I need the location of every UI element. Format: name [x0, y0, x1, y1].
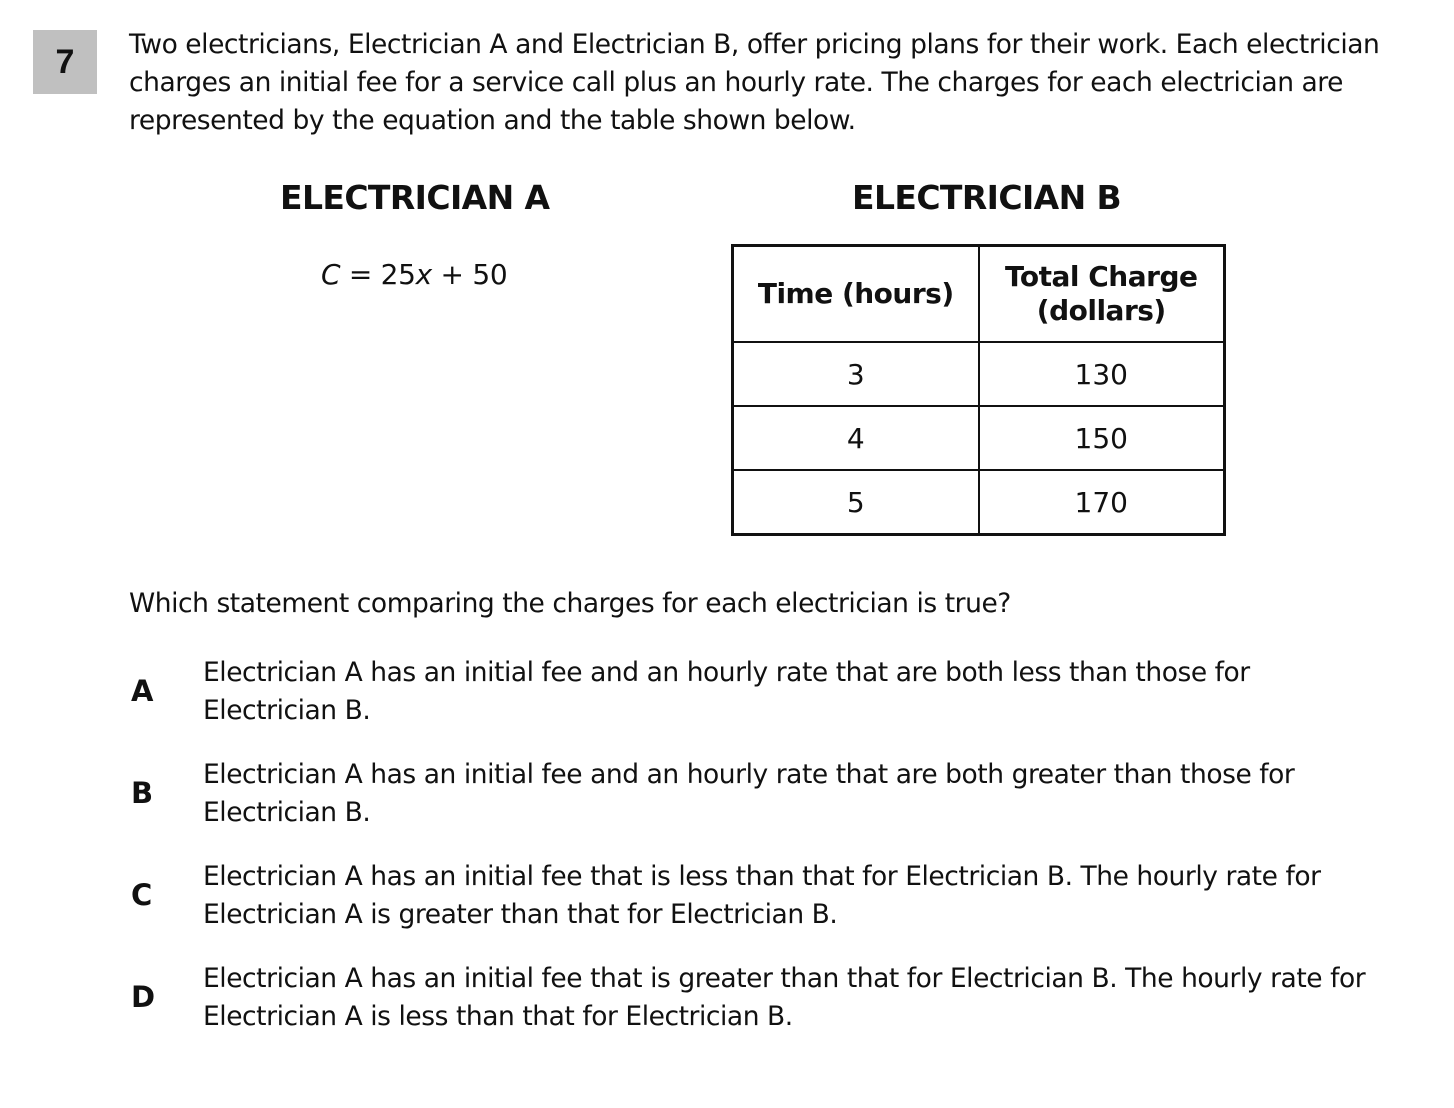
choice-letter: C — [131, 878, 153, 912]
cell-time: 4 — [733, 406, 979, 470]
electrician-a-equation — [321, 258, 507, 291]
cell-time: 3 — [733, 342, 979, 406]
choice-letter: A — [131, 674, 154, 708]
question-number-badge — [33, 30, 97, 94]
equation-coefficient: = 25 — [340, 258, 416, 291]
question-prompt: Which statement comparing the charges for each electrician is true? — [129, 588, 1011, 619]
answer-choice-a[interactable] — [129, 654, 1369, 734]
table-header-row — [733, 246, 1225, 343]
equation-variable-x: x — [415, 258, 432, 291]
equation-variable-c: C — [321, 258, 341, 291]
table-row — [733, 342, 1225, 406]
header-total-charge: Total Charge (dollars) — [979, 246, 1225, 343]
question-number: 7 — [55, 42, 75, 81]
answer-choice-b[interactable] — [129, 756, 1369, 836]
choice-text: Electrician A has an initial fee that is greater than that for Electrician B. The hourly rate for Electrician A is less than that for Electrician B. — [203, 963, 1366, 1032]
header-time: Time (hours) — [733, 246, 979, 343]
cell-charge: 150 — [979, 406, 1225, 470]
cell-time: 5 — [733, 470, 979, 535]
answer-choice-c[interactable] — [129, 858, 1369, 938]
table-row — [733, 470, 1225, 535]
choice-letter: B — [131, 776, 154, 810]
cell-charge: 170 — [979, 470, 1225, 535]
answer-choice-d[interactable] — [129, 960, 1369, 1040]
question-stem: Two electricians, Electrician A and Electrician B, offer pricing plans for their work. Each electrician charges an initial fee for a service call plus an hourly rate. The charges for each electrician are represented by the equation and the table shown below. — [129, 29, 1380, 136]
choice-text: Electrician A has an initial fee and an hourly rate that are both greater than those for Electrician B. — [203, 759, 1295, 828]
choice-text: Electrician A has an initial fee that is less than that for Electrician B. The hourly rate for Electrician A is greater than that for Electrician B. — [203, 861, 1321, 930]
electrician-b-table — [731, 244, 1226, 536]
equation-constant: + 50 — [431, 258, 508, 291]
electrician-b-heading: ELECTRICIAN B — [852, 178, 1122, 217]
table-row — [733, 406, 1225, 470]
cell-charge: 130 — [979, 342, 1225, 406]
choice-text: Electrician A has an initial fee and an hourly rate that are both less than those for Electrician B. — [203, 657, 1250, 726]
electrician-a-heading: ELECTRICIAN A — [280, 178, 550, 217]
choice-letter: D — [131, 980, 156, 1014]
